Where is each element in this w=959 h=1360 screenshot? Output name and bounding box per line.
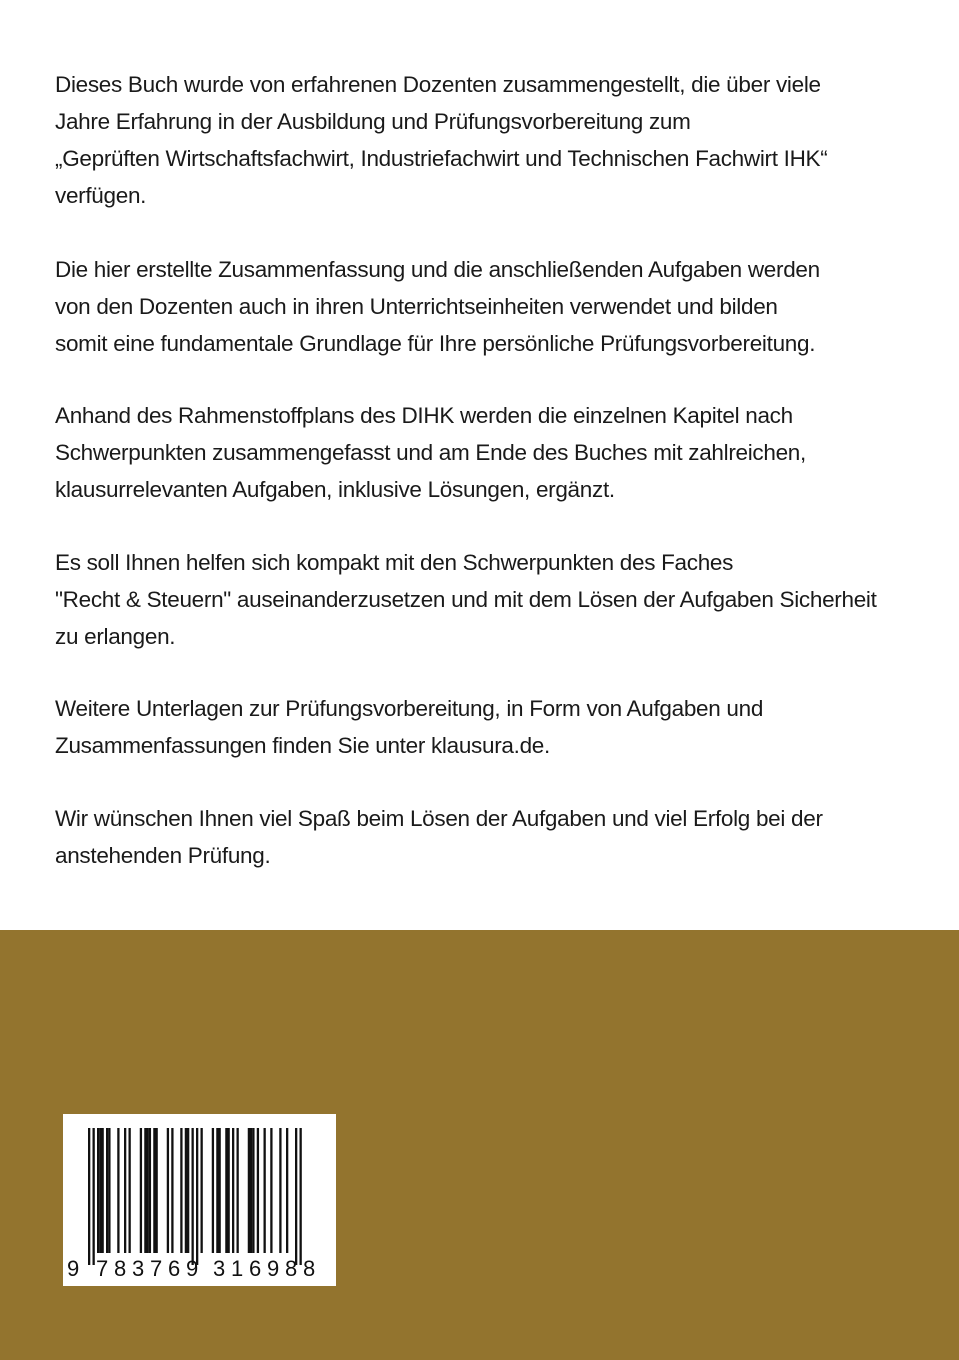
text-line: verfügen. xyxy=(55,183,147,208)
barcode-bar xyxy=(102,1128,104,1253)
text-line: somit eine fundamentale Grundlage für Ihre persönliche Prüfungsvorbereitung. xyxy=(55,331,816,356)
text-line: Wir wünschen Ihnen viel Spaß beim Lösen der Aufgaben und viel Erfolg bei der xyxy=(55,806,823,831)
barcode-bar xyxy=(237,1128,239,1253)
barcode-bar xyxy=(279,1128,281,1253)
barcode-bar xyxy=(192,1128,194,1265)
barcode-bar xyxy=(167,1128,169,1253)
barcode-bar xyxy=(97,1128,99,1253)
barcode-bar xyxy=(219,1128,221,1253)
isbn-digit: 7 xyxy=(150,1256,163,1281)
text-line: zu erlangen. xyxy=(55,624,176,649)
isbn-digit: 8 xyxy=(114,1256,127,1281)
barcode-bar xyxy=(257,1128,259,1253)
paragraph-purpose xyxy=(55,544,877,655)
text-line: Jahre Erfahrung in der Ausbildung und Prüfungsvorbereitung zum xyxy=(55,109,691,134)
barcode-bar xyxy=(117,1128,119,1253)
barcode-bar xyxy=(129,1128,131,1253)
isbn-digit: 7 xyxy=(96,1256,109,1281)
barcode-bar xyxy=(108,1128,110,1253)
text-line: Die hier erstellte Zusammenfassung und die anschließenden Aufgaben werden xyxy=(55,257,820,282)
barcode-bar xyxy=(250,1128,252,1253)
barcode-bar xyxy=(185,1128,187,1253)
text-line: von den Dozenten auch in ihren Unterrichtseinheiten verwendet und bilden xyxy=(55,294,778,319)
text-line: Dieses Buch wurde von erfahrenen Dozenten zusammengestellt, die über viele xyxy=(55,72,821,97)
text-line: „Geprüften Wirtschaftsfachwirt, Industriefachwirt und Technischen Fachwirt IHK“ xyxy=(55,146,828,171)
barcode-bar xyxy=(295,1128,297,1265)
isbn-digit: 9 xyxy=(67,1256,80,1281)
barcode-bar xyxy=(171,1128,173,1253)
isbn-digit: 1 xyxy=(231,1256,244,1281)
paragraph-closing xyxy=(55,800,823,874)
text-line: Anhand des Rahmenstoffplans des DIHK werden die einzelnen Kapitel nach xyxy=(55,403,793,428)
barcode-bar xyxy=(140,1128,142,1253)
paragraph-intro xyxy=(55,66,827,214)
barcode-bar xyxy=(216,1128,218,1253)
barcode-bar xyxy=(201,1128,203,1253)
barcode-bar xyxy=(99,1128,101,1253)
barcode-bar xyxy=(156,1128,158,1253)
barcode-bar xyxy=(144,1128,146,1253)
text-line: Weitere Unterlagen zur Prüfungsvorbereitung, in Form von Aufgaben und xyxy=(55,696,764,721)
barcode-bar xyxy=(93,1128,95,1265)
barcode-bar xyxy=(264,1128,266,1253)
barcode-bar xyxy=(232,1128,234,1253)
barcode-bar xyxy=(270,1128,272,1253)
text-line: "Recht & Steuern" auseinanderzusetzen und mit dem Lösen der Aufgaben Sicherheit xyxy=(55,587,877,612)
blurb-text xyxy=(55,66,945,928)
isbn-digit: 9 xyxy=(267,1256,280,1281)
text-line: Es soll Ihnen helfen sich kompakt mit den Schwerpunkten des Faches xyxy=(55,550,734,575)
barcode-bar xyxy=(149,1128,151,1253)
paragraph-summary xyxy=(55,251,820,362)
paragraph-resources xyxy=(55,690,763,764)
isbn-digit: 3 xyxy=(213,1256,226,1281)
text-line: anstehenden Prüfung. xyxy=(55,843,271,868)
barcode-bar xyxy=(180,1128,182,1253)
barcode-bar xyxy=(147,1128,149,1253)
barcode-bar xyxy=(124,1128,126,1253)
isbn-digit: 9 xyxy=(186,1256,199,1281)
isbn-digit: 8 xyxy=(285,1256,298,1281)
isbn-digit: 8 xyxy=(303,1256,316,1281)
text-line: Schwerpunkten zusammengefasst und am Ende des Buches mit zahlreichen, xyxy=(55,440,806,465)
barcode-bar xyxy=(300,1128,302,1265)
barcode-bar xyxy=(286,1128,288,1253)
barcode-bar xyxy=(187,1128,189,1253)
barcode-bar xyxy=(212,1128,214,1253)
barcode-bar xyxy=(252,1128,254,1253)
paragraph-curriculum xyxy=(55,397,806,508)
barcode-bar xyxy=(153,1128,155,1253)
text-line: klausurrelevanten Aufgaben, inklusive Lösungen, ergänzt. xyxy=(55,477,615,502)
barcode-bar xyxy=(106,1128,108,1253)
barcode-bar xyxy=(248,1128,250,1253)
barcode-bar xyxy=(228,1128,230,1253)
isbn-number xyxy=(63,1254,336,1284)
barcode-bar xyxy=(225,1128,227,1253)
isbn-barcode xyxy=(63,1114,336,1286)
barcode-bar xyxy=(88,1128,90,1265)
barcode-bar xyxy=(196,1128,198,1265)
isbn-digit: 6 xyxy=(168,1256,181,1281)
isbn-digit: 6 xyxy=(249,1256,262,1281)
isbn-digit: 3 xyxy=(132,1256,145,1281)
text-line: Zusammenfassungen finden Sie unter klausura.de. xyxy=(55,733,550,758)
